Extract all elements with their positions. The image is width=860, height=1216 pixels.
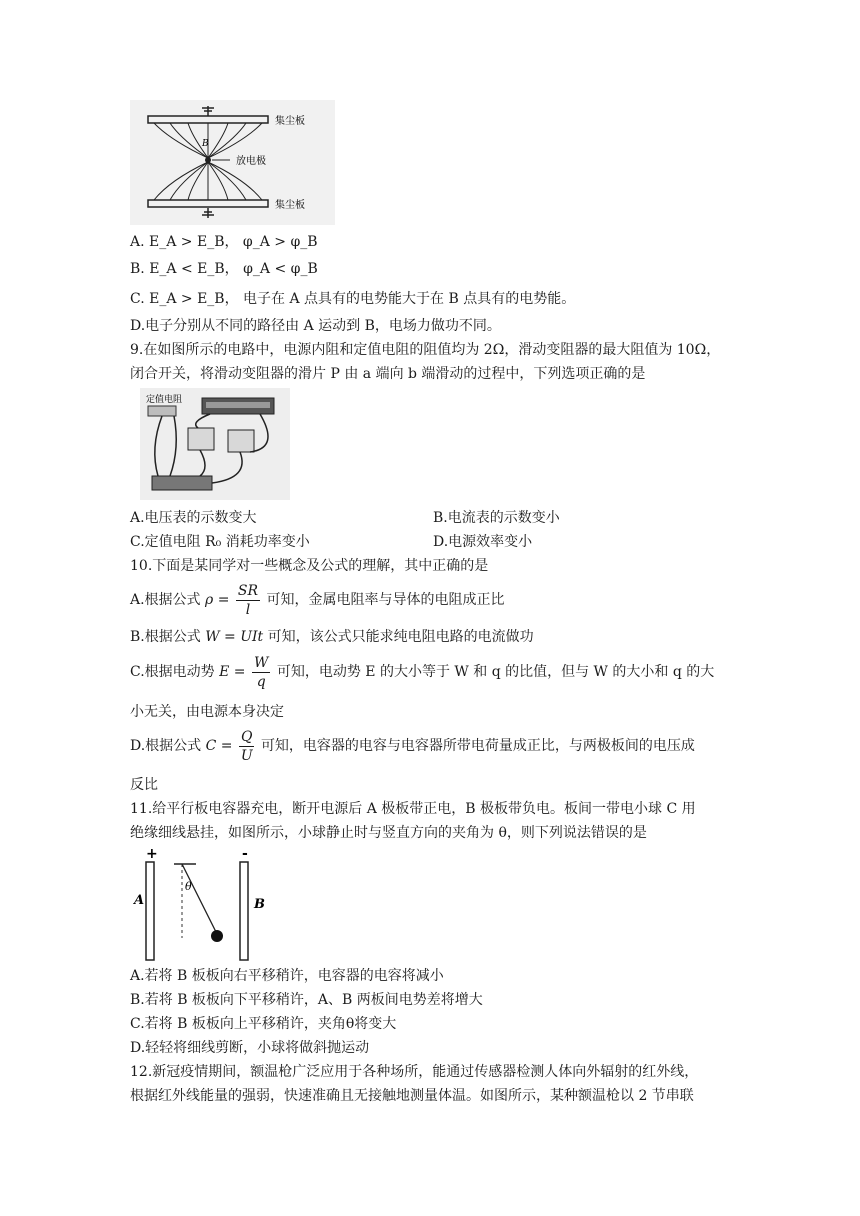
q9-option-a: A.电压表的示数变大 <box>130 510 257 526</box>
q10-c-lhs: E = <box>219 664 246 680</box>
q10-a-den: l <box>245 601 251 618</box>
q8-option-c-text: 电子在 A 点具有的电势能大于在 B 点具有的电势能。 <box>243 291 576 307</box>
dust-collector-figure <box>130 100 335 225</box>
q10-d-num: Q <box>241 728 253 745</box>
q10-a-text: 可知，金属电阻率与导体的电阻成正比 <box>266 592 505 608</box>
q8-option-d: D.电子分别从不同的路径由 A 运动到 B，电场力做功不同。 <box>130 318 501 334</box>
q10-a-lhs: ρ = <box>205 592 230 608</box>
q11-option-b: B.若将 B 板板向下平移稍许，A、B 两板间电势差将增大 <box>130 992 483 1008</box>
bottom-plate-label: 集尘板 <box>275 200 305 211</box>
q9-stem-line2: 闭合开关，将滑动变阻器的滑片 P 由 a 端向 b 端滑动的过程中，下列选项正确的是 <box>130 366 646 382</box>
q10-d-fraction <box>239 728 254 765</box>
point-label: B <box>202 139 209 149</box>
q10-b-text: 可知，该公式只能求纯电阻电路的电流做功 <box>267 629 534 645</box>
angle-theta-label: θ <box>185 880 192 893</box>
resistor-label: 定值电阻 <box>146 395 183 405</box>
circuit-photo-figure <box>140 388 290 500</box>
q10-d-lhs: C = <box>205 738 233 754</box>
q10-option-d <box>130 726 695 766</box>
electrode-label: 放电极 <box>236 156 266 167</box>
q10-a-num: SR <box>237 582 259 599</box>
q10-option-b <box>130 627 534 647</box>
q11-stem-line1: 11.给平行板电容器充电，断开电源后 A 极板带正电，B 极板带负电。板间一带电小球 C 用 <box>130 801 696 817</box>
capacitor-pendulum-figure <box>130 846 285 964</box>
q11-stem-line2: 绝缘细线悬挂，如图所示，小球静止时与竖直方向的夹角为 θ，则下列说法错误的是 <box>130 825 647 841</box>
q8-option-a: A. E_A > E_B， φ_A > φ_B <box>130 234 318 250</box>
q10-d-text: 可知，电容器的电容与电容器所带电荷量成正比，与两极板间的电压成 <box>260 738 695 754</box>
q10-c-fraction <box>252 654 270 691</box>
q9-option-d: D.电源效率变小 <box>433 534 533 550</box>
q9-option-c: C.定值电阻 R₀ 消耗功率变小 <box>130 534 310 550</box>
q11-option-a: A.若将 B 板板向右平移稍许，电容器的电容将减小 <box>130 968 444 984</box>
q8-option-c-prefix: C. E_A > E_B， <box>130 291 239 307</box>
top-plate-label: 集尘板 <box>275 116 305 127</box>
q8-option-c <box>130 289 575 309</box>
q10-option-d-line2: 反比 <box>130 777 158 793</box>
q10-d-den: U <box>240 747 253 764</box>
q10-option-c <box>130 652 714 692</box>
q10-d-prefix: D.根据公式 <box>130 738 202 754</box>
q10-c-den: q <box>256 673 266 690</box>
q10-c-text: 可知，电动势 E 的大小等于 W 和 q 的比值，但与 W 的大小和 q 的大 <box>276 664 715 680</box>
q9-stem-line1: 9.在如图所示的电路中，电源内阻和定值电阻的阻值均为 2Ω，滑动变阻器的最大阻值为 10Ω， <box>130 342 721 358</box>
q10-a-fraction <box>236 582 260 619</box>
q10-b-formula: W = UIt <box>205 629 264 645</box>
q12-stem-line1: 12.新冠疫情期间，额温枪广泛应用于各种场所，能通过传感器检测人体向外辐射的红外线， <box>130 1064 699 1080</box>
q11-option-d: D.轻轻将细线剪断，小球将做斜抛运动 <box>130 1040 370 1056</box>
q9-option-b: B.电流表的示数变小 <box>433 510 560 526</box>
plus-sign: + <box>146 846 158 862</box>
q10-stem: 10.下面是某同学对一些概念及公式的理解，其中正确的是 <box>130 558 489 574</box>
q10-a-prefix: A.根据公式 <box>130 592 201 608</box>
q10-option-a <box>130 580 504 620</box>
q11-option-c: C.若将 B 板板向上平移稍许，夹角θ将变大 <box>130 1016 397 1032</box>
minus-sign: - <box>242 846 248 862</box>
q10-c-num: W <box>253 654 269 671</box>
q8-option-b: B. E_A < E_B， φ_A < φ_B <box>130 261 318 277</box>
q10-c-prefix: C.根据电动势 <box>130 664 215 680</box>
plate-a-label: A <box>134 893 145 908</box>
q10-option-c-line2: 小无关，由电源本身决定 <box>130 704 284 720</box>
q12-stem-line2: 根据红外线能量的强弱，快速准确且无接触地测量体温。如图所示，某种额温枪以 2 节串联 <box>130 1088 694 1104</box>
plate-b-label: B <box>254 897 265 912</box>
q10-b-prefix: B.根据公式 <box>130 629 201 645</box>
